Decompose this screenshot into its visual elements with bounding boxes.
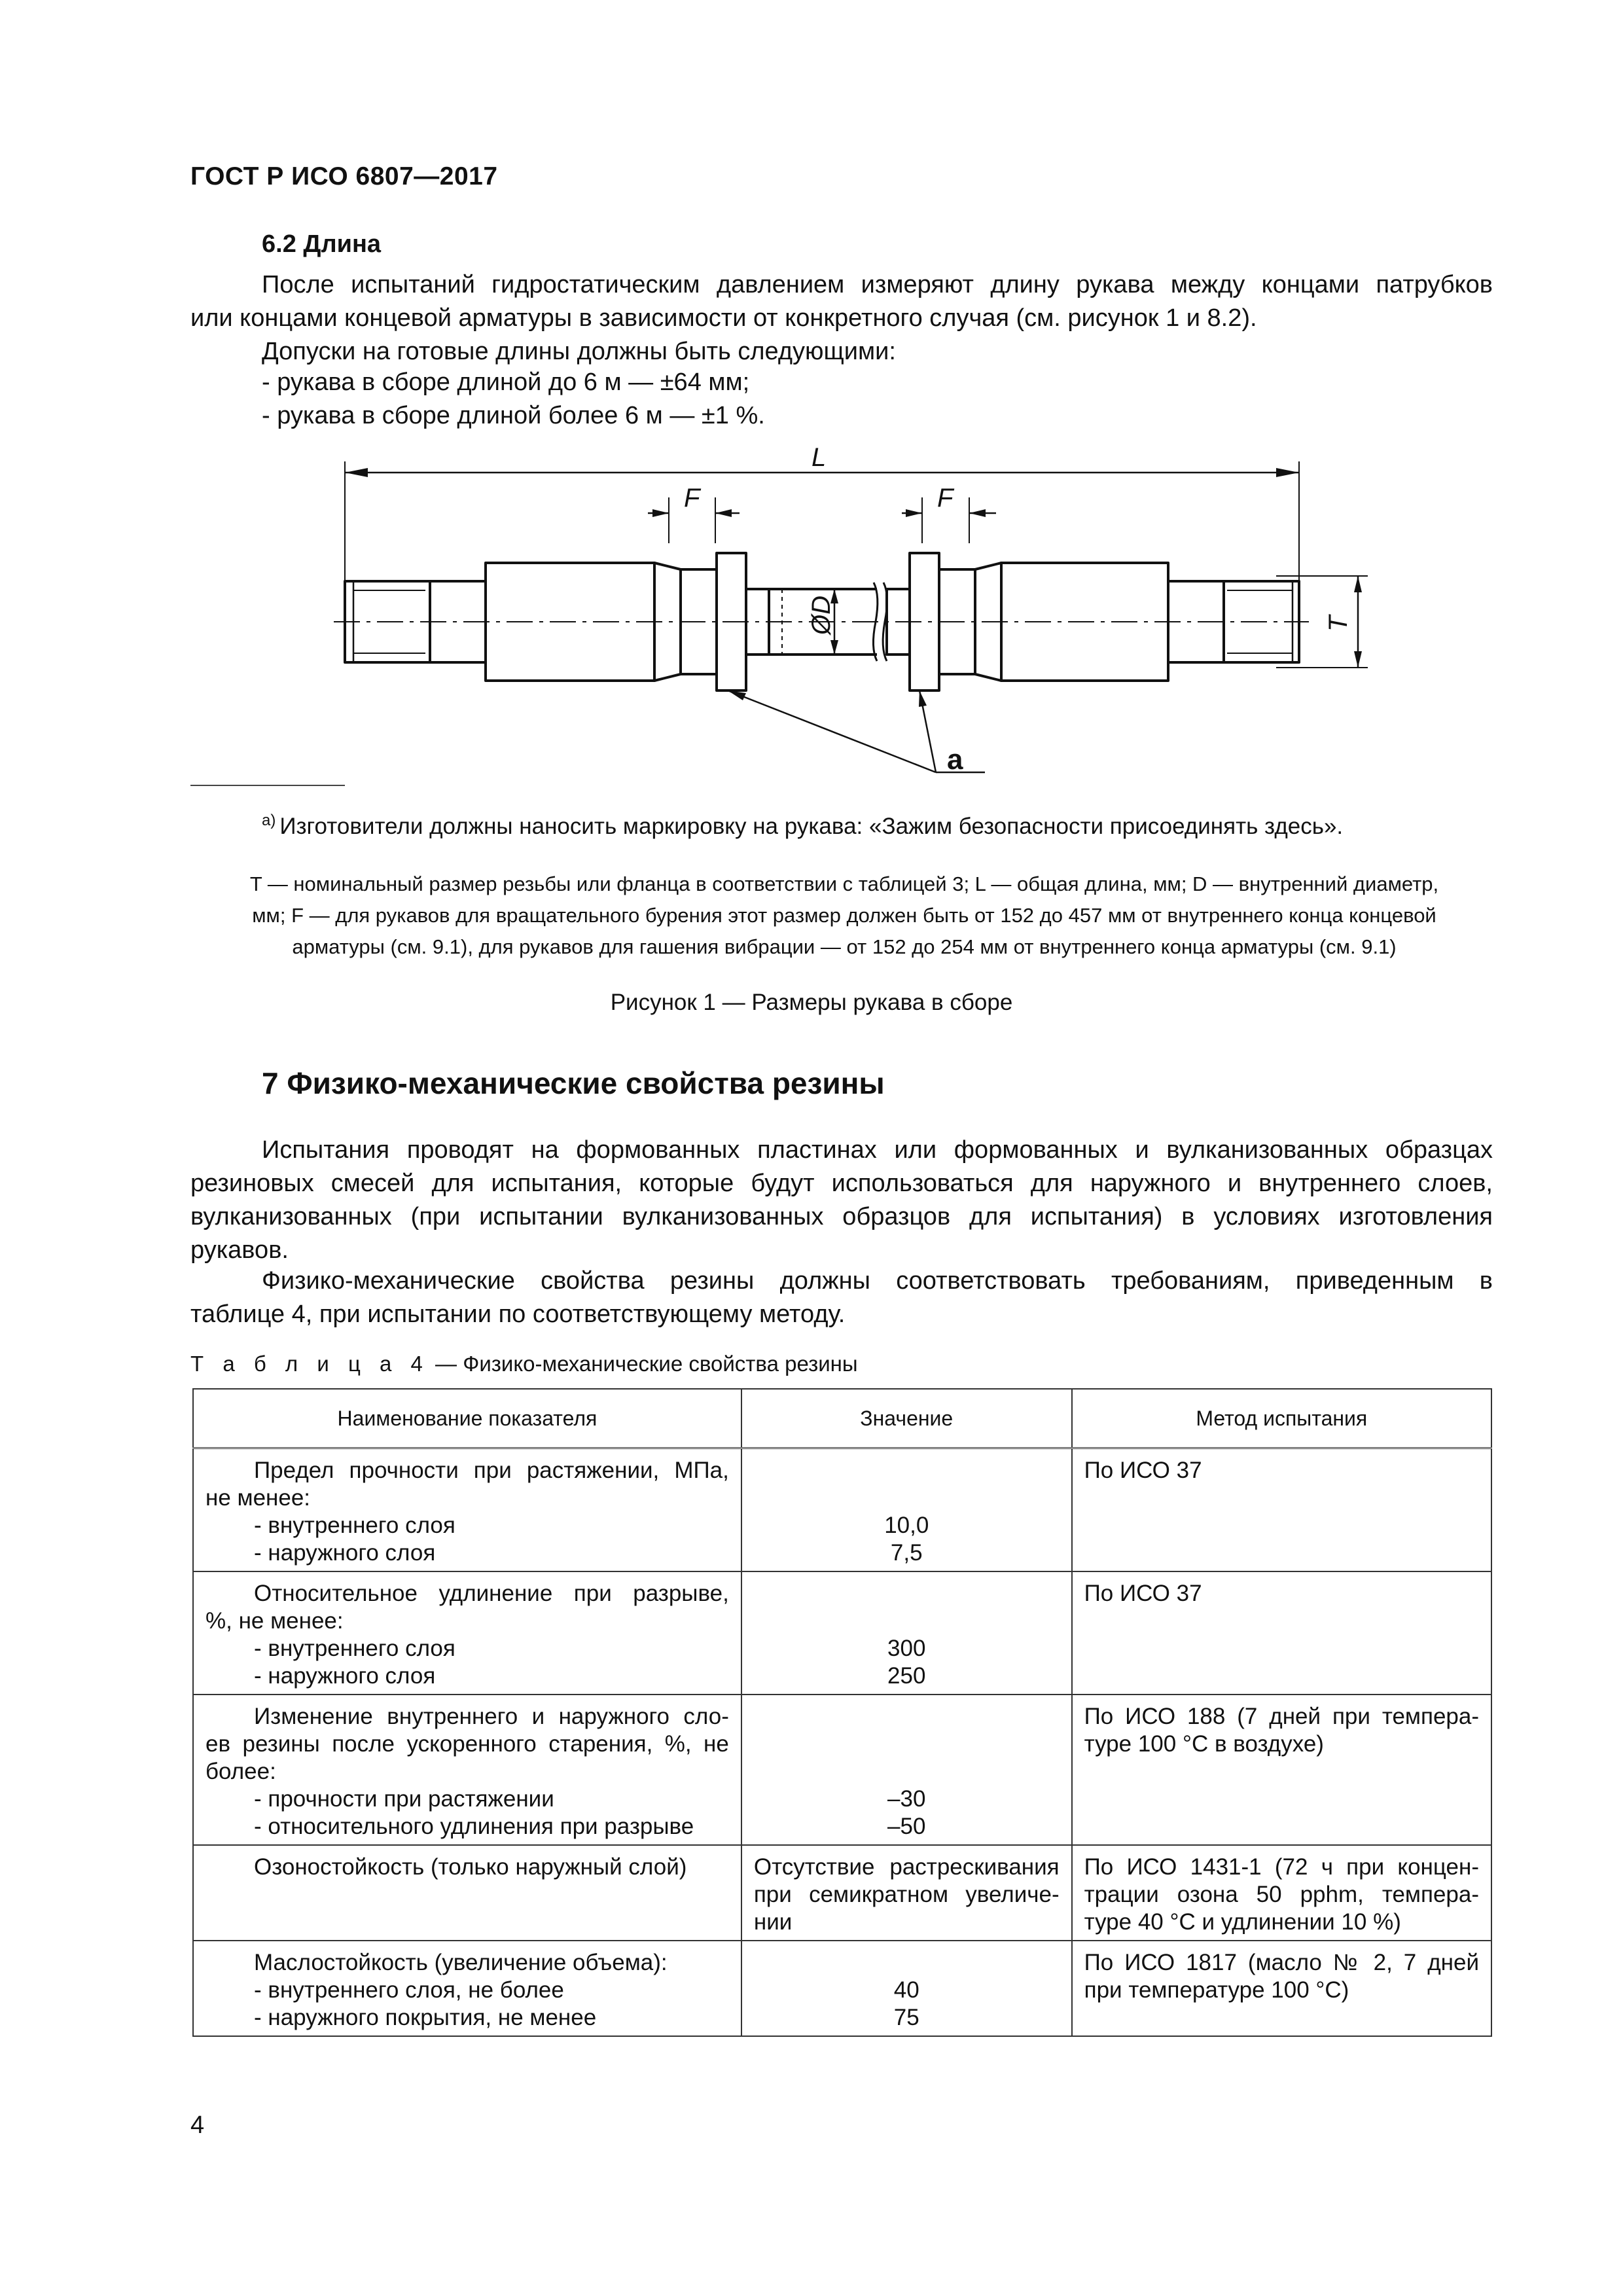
- document-code-header: ГОСТ Р ИСО 6807—2017: [190, 162, 498, 190]
- label-T: T: [1324, 615, 1353, 632]
- property-value-cell: [741, 1571, 1072, 1695]
- section-6-2-title: 6.2 Длина: [262, 230, 382, 258]
- paragraph-line: таблице 4, при испытании по соответствующему методу.: [190, 1300, 846, 1328]
- property-subitem: - прочности при растяжении: [254, 1786, 554, 1812]
- value-line: при семикратном увеличе-: [753, 1882, 1060, 1907]
- section-7-title: 7 Физико-механические свойства резины: [262, 1066, 885, 1100]
- tolerance-item: - рукава в сборе длиной до 6 м — ±64 мм;: [262, 368, 750, 396]
- property-name-line: Озоностойкость (только наружный слой): [254, 1854, 687, 1880]
- label-a: a: [947, 744, 963, 776]
- value-line: [754, 1484, 1060, 1512]
- section-6-2-paragraph: [190, 268, 1493, 335]
- table-row: [193, 1845, 1491, 1941]
- footnote-divider: [190, 785, 345, 786]
- value-line: –50: [887, 1814, 926, 1839]
- property-name-cell: [193, 1845, 741, 1941]
- method-line: По ИСО 1431-1 (72 ч при концен-: [1084, 1854, 1479, 1880]
- paragraph-line: После испытаний гидростатическим давлением измеряют длину рукава между концами патрубков: [262, 271, 1493, 298]
- column-header-value: Значение: [741, 1389, 1072, 1448]
- value-line: [754, 1607, 1060, 1635]
- table-header-row: [193, 1389, 1491, 1448]
- tolerance-intro: Допуски на готовые длины должны быть следующими:: [262, 338, 896, 365]
- method-line: туре 100 °С в воздухе): [1084, 1731, 1324, 1757]
- table-caption-prefix: Т а б л и ц а 4: [190, 1352, 429, 1376]
- column-header-name: Наименование показателя: [193, 1389, 741, 1448]
- value-line: [754, 1457, 1060, 1484]
- method-line: По ИСО 188 (7 дней при темпера-: [1084, 1704, 1479, 1729]
- footnote-marker: a): [262, 812, 276, 829]
- page-number: 4: [190, 2111, 205, 2139]
- property-value-cell: [741, 1695, 1072, 1845]
- property-name-line: не менее:: [205, 1485, 311, 1511]
- test-method-cell: [1072, 1695, 1491, 1845]
- figure-caption: Рисунок 1 — Размеры рукава в сборе: [610, 990, 1013, 1015]
- table-row: [193, 1941, 1491, 2036]
- method-line: По ИСО 37: [1084, 1581, 1202, 1606]
- property-name-cell: [193, 1448, 741, 1572]
- property-value-cell: [741, 1845, 1072, 1941]
- property-name-line: Предел прочности при растяжении, МПа,: [254, 1458, 729, 1483]
- property-name-line: %, не менее:: [205, 1608, 344, 1634]
- test-method-cell: [1072, 1448, 1491, 1572]
- paragraph-line: рукавов.: [190, 1236, 289, 1264]
- label-F-left: F: [684, 484, 700, 512]
- test-method-cell: [1072, 1941, 1491, 2036]
- label-F-right: F: [937, 484, 954, 512]
- value-line: 7,5: [890, 1540, 923, 1566]
- figure-footnote: [262, 812, 1343, 840]
- table-row: [193, 1695, 1491, 1845]
- label-D: ØD: [807, 596, 836, 635]
- method-line: туре 40 °С и удлинении 10 %): [1084, 1909, 1401, 1935]
- property-name-line: ев резины после ускоренного старения, %, не: [205, 1731, 729, 1757]
- legend-line: арматуры (см. 9.1), для рукавов для гашения вибрации — от 152 до 254 мм от внутреннего конца арматуры (см. 9.1): [292, 935, 1397, 958]
- table-row: [193, 1571, 1491, 1695]
- property-subitem: - относительного удлинения при разрыве: [254, 1814, 694, 1839]
- property-value-cell: [741, 1448, 1072, 1572]
- value-line: [754, 1703, 1060, 1731]
- property-name-line: Относительное удлинение при разрыве,: [254, 1581, 729, 1606]
- column-header-method: Метод испытания: [1072, 1389, 1491, 1448]
- property-subitem: - внутреннего слоя, не более: [254, 1977, 564, 2003]
- footnote-text: Изготовители должны наносить маркировку на рукава: «Зажим безопасности присоединять здесь».: [279, 814, 1344, 839]
- property-value-cell: [741, 1941, 1072, 2036]
- value-line: [754, 1731, 1060, 1758]
- paragraph-line: вулканизованных (при испытании вулканизованных образцов для испытания) в условиях изготовления: [190, 1203, 1493, 1230]
- legend-line: T — номинальный размер резьбы или фланца в соответствии с таблицей 3; L — общая длина, мм; D — внутренний диаметр,: [249, 872, 1439, 895]
- section-7-paragraph-2: [190, 1265, 1493, 1331]
- value-line: нии: [753, 1909, 793, 1935]
- properties-table: [192, 1388, 1492, 2037]
- tolerance-item: - рукава в сборе длиной более 6 м — ±1 %.: [262, 402, 765, 429]
- hose-assembly-drawing: [314, 443, 1353, 805]
- value-line: 300: [887, 1636, 926, 1661]
- method-line: По ИСО 1817 (масло № 2, 7 дней: [1084, 1950, 1479, 1975]
- property-name-line: Маслостойкость (увеличение объема):: [254, 1950, 668, 1975]
- value-line: 75: [893, 2005, 919, 2030]
- property-name-cell: [193, 1941, 741, 2036]
- property-name-line: Изменение внутреннего и наружного сло-: [254, 1704, 729, 1729]
- value-line: 250: [887, 1663, 926, 1689]
- table-row: [193, 1448, 1491, 1572]
- paragraph-line: или концами концевой арматуры в зависимости от конкретного случая (см. рисунок 1 и 8.2).: [190, 304, 1257, 332]
- table-caption: [190, 1352, 858, 1376]
- property-subitem: - внутреннего слоя: [254, 1636, 455, 1661]
- value-line: 10,0: [884, 1513, 929, 1538]
- table-caption-title: — Физико-механические свойства резины: [429, 1352, 858, 1376]
- figure-legend: [196, 869, 1492, 963]
- method-line: По ИСО 37: [1084, 1458, 1202, 1483]
- method-line: трации озона 50 pphm, темпера-: [1084, 1882, 1479, 1907]
- label-L: L: [812, 443, 827, 472]
- property-subitem: - наружного покрытия, не менее: [254, 2005, 597, 2030]
- section-7-paragraph-1: [190, 1134, 1493, 1267]
- property-subitem: - наружного слоя: [254, 1663, 436, 1689]
- value-line: [754, 1758, 1060, 1785]
- property-name-line: более:: [205, 1759, 276, 1784]
- test-method-cell: [1072, 1845, 1491, 1941]
- paragraph-line: Испытания проводят на формованных пластинах или формованных и вулканизованных образцах: [262, 1136, 1493, 1164]
- test-method-cell: [1072, 1571, 1491, 1695]
- value-line: 40: [893, 1977, 919, 2003]
- value-line: [754, 1949, 1060, 1977]
- property-subitem: - внутреннего слоя: [254, 1513, 455, 1538]
- paragraph-line: Физико-механические свойства резины должны соответствовать требованиям, приведенным в: [262, 1267, 1493, 1295]
- legend-line: мм; F — для рукавов для вращательного бурения этот размер должен быть от 152 до 457 мм от внутреннего конца концевой: [252, 904, 1436, 927]
- method-line: при температуре 100 °С): [1084, 1977, 1349, 2003]
- value-line: –30: [887, 1786, 926, 1812]
- paragraph-line: резиновых смесей для испытания, которые будут использоваться для наружного и внутреннего слоев,: [190, 1170, 1493, 1197]
- value-line: Отсутствие растрескивания: [753, 1854, 1060, 1880]
- property-subitem: - наружного слоя: [254, 1540, 436, 1566]
- property-name-cell: [193, 1695, 741, 1845]
- property-name-cell: [193, 1571, 741, 1695]
- value-line: [754, 1580, 1060, 1607]
